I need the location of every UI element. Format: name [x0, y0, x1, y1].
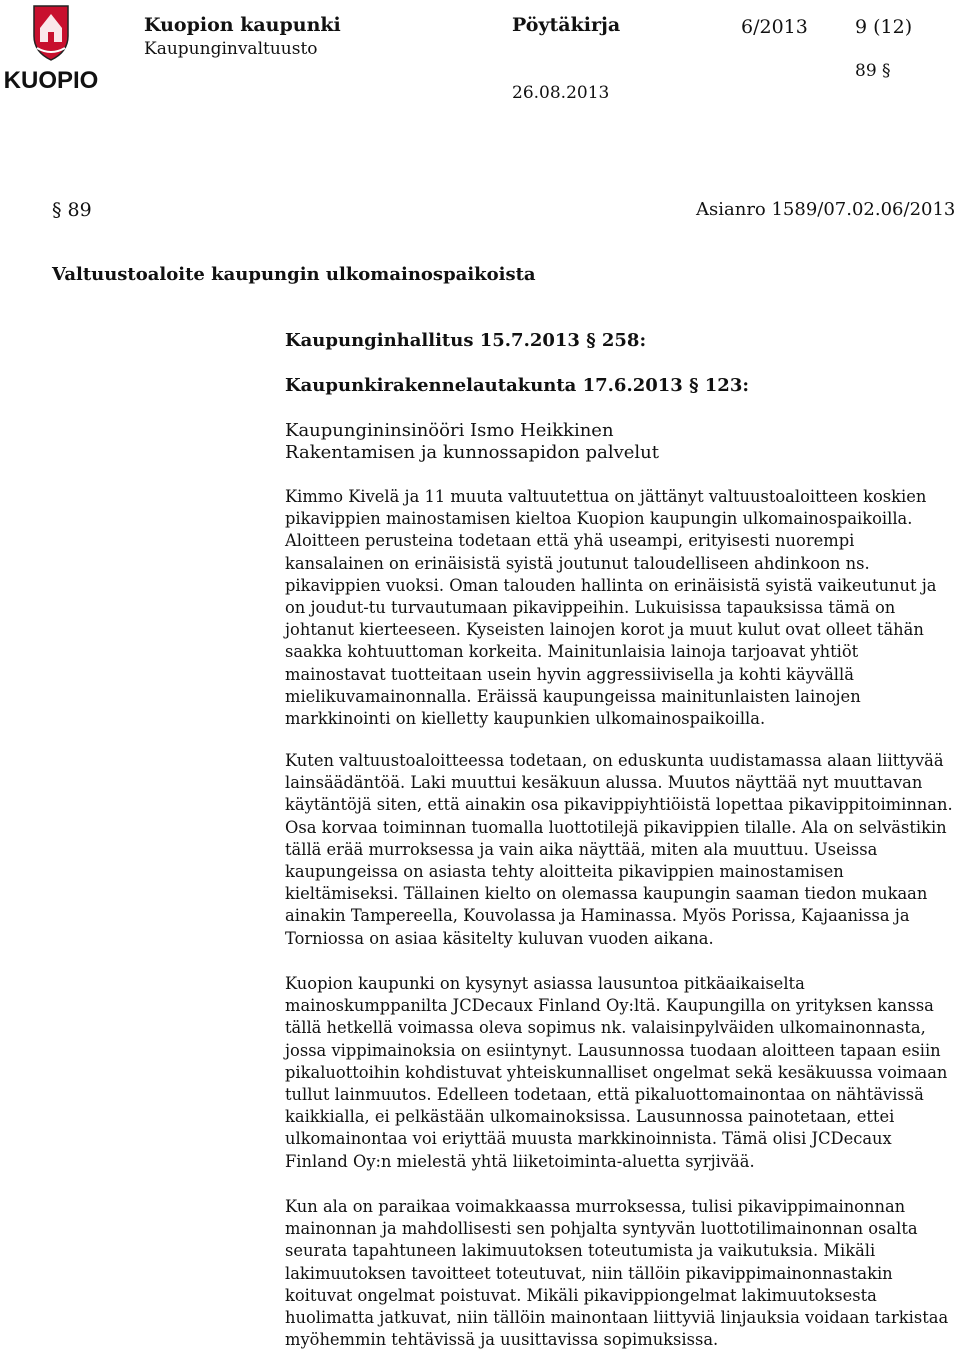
coat-of-arms-icon — [4, 2, 98, 94]
item-ref-lautakunta: Kaupunkirakennelautakunta 17.6.2013 § 123: — [285, 375, 749, 396]
header-page: 9 (12) — [855, 16, 913, 38]
item-title: Valtuustoaloite kaupungin ulkomainospaikoista — [52, 264, 536, 285]
item-unit: Rakentamisen ja kunnossapidon palvelut — [285, 442, 659, 463]
kuopio-logo — [4, 2, 98, 94]
body-paragraph-3: Kuopion kaupunki on kysynyt asiassa lausuntoa pitkäaikaiselta mainoskumppanilta JCDecaux Finland Oy:ltä. Kaupungilla on yrityksen kanssa tällä hetkellä voimassa oleva sopimus nk. valaisinpylväiden ulkomainonnasta, jossa vippimainoksia on esiintynyt. Lausunnossa tuodaan aloitteen tapaan esiin pikaluottoihin kohdistuvat yhteiskunnalliset ongelmat sekä kesäkuussa voimaan tullut lainmuutos. Edelleen todetaan, että pikaluottomainontaa on nähtävissä kaikkialla, ei pelkästään ulkomainoksissa. Lausunnossa painotetaan, ettei ulkomainontaa voi eriyttää muusta markkinoinnista. Tämä olisi JCDecaux Finland Oy:n mielestä yhtä liiketoiminta-aluetta syrjivää. — [285, 974, 948, 1171]
body-paragraph-1: Kimmo Kivelä ja 11 muuta valtuutettua on jättänyt valtuustoaloitteen koskien pikavippien mainostamisen kieltoa Kuopion kaupungin ulkomainospaikoilla. Aloitteen perusteina todetaan että yhä useampi, erityisesti nuorempi kansalainen on erinäisistä syistä joutunut taloudelliseen ahdinkoon ns. pikavippien vuoksi. Oman talouden hallinta on erinäisistä syistä vaikeutunut ja on joudut-tu turvautumaan pikavippeihin. Lukuisissa tapauksissa tämä on johtanut kierteeseen. Kyseisten lainojen korot ja muut kulut ovat olleet tähän saakka kohtuuttoman korkeita. Mainitunlaisia lainoja tarjoavat yhtiöt mainostavat tuotteitaan usein hyvin aggressiivisella ja kohti käyvällä mielikuvamainonnalla. Eräissä kaupungeissa mainitunlaisten lainojen markkinointi on kielletty kaupunkien ulkomainospaikoilla. — [285, 487, 937, 729]
header-date: 26.08.2013 — [512, 83, 610, 103]
body-paragraph-4: Kun ala on paraikaa voimakkaassa murroksessa, tulisi pikavippimainonnan mainonnan ja mahdollisesti sen pohjalta syntyvän luottotilimainonnan osalta seurata tapahtuneen lakimuutoksen toteutumista ja vaikutuksia. Mikäli lakimuutoksen tavoitteet toteutuvat, niin tällöin pikavippimainonnastakin koituvat ongelmat poistuvat. Mikäli pikavippiongelmat lakimuutoksesta huolimatta jatkuvat, niin tällöin mainontaan liittyviä linjauksia voidaan tarkistaa myöhemmin tehtävissä ja uusittavissa sopimuksissa. — [285, 1197, 949, 1350]
item-section: § 89 — [52, 199, 92, 221]
item-asianro: Asianro 1589/07.02.06/2013 — [696, 199, 956, 220]
header-org: Kuopion kaupunki — [144, 14, 341, 36]
header-doc-number: 6/2013 — [741, 16, 808, 38]
item-ref-hallitus: Kaupunginhallitus 15.7.2013 § 258: — [285, 330, 647, 351]
header-section: 89 § — [855, 61, 891, 81]
body-paragraph-2: Kuten valtuustoaloitteessa todetaan, on eduskunta uudistamassa alaan liittyvää lainsäädäntöä. Laki muuttui kesäkuun alussa. Muutos näyttää nyt muuttavan käytäntöjä siten, että ainakin osa pikavippiyhtiöistä lopettaa pikavippitoiminnan. Osa korvaa toiminnan tuomalla luottotilejä pikavippien tilalle. Ala on selvästikin tällä erää murroksessa ja vain aika näyttää, miten ala muuttuu. Useissa kaupungeissa on asiasta tehty aloitteita pikavippien mainostamisen kieltämiseksi. Tällainen kielto on olemassa kaupungin saaman tiedon mukaan ainakin Tampereella, Kouvolassa ja Haminassa. Myös Porissa, Kajaanissa ja Torniossa on asiaa käsitelty kuluvan vuoden aikana. — [285, 751, 953, 948]
header-doc-type: Pöytäkirja — [512, 14, 621, 36]
logo-text: KUOPIO — [4, 67, 98, 94]
item-presenter: Kaupungininsinööri Ismo Heikkinen — [285, 420, 614, 441]
header-body: Kaupunginvaltuusto — [144, 39, 318, 59]
